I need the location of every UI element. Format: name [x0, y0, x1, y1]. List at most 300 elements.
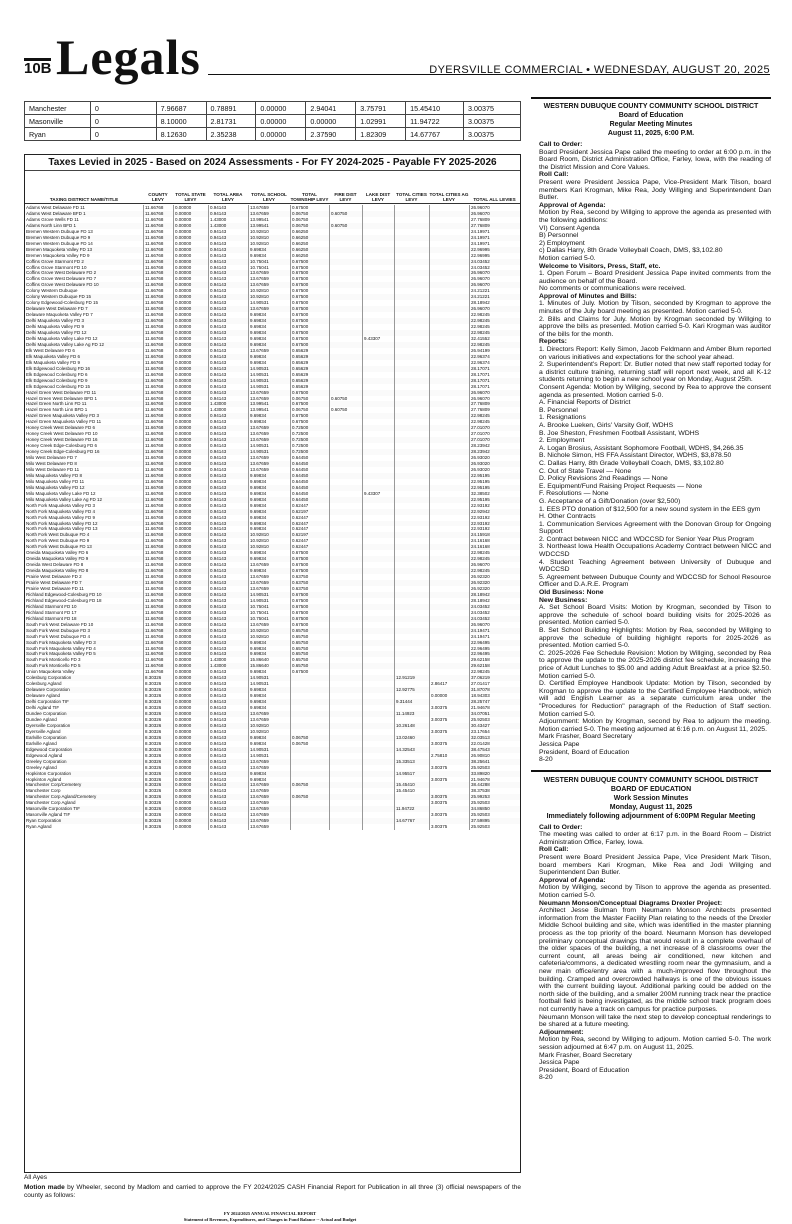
- table-cell: 10.75041: [248, 259, 290, 265]
- table-cell: Delhi Maquoketa Valley FD 3: [26, 318, 84, 324]
- rates-cell: 3.00375: [464, 128, 521, 141]
- rates-row: [25, 128, 521, 141]
- table-cell: 13.67659: [248, 390, 290, 396]
- meeting-note: Immediately following adjournment of 6:00PM Regular Meeting: [546, 812, 756, 820]
- table-cell: 0.00000: [173, 372, 208, 378]
- table-cell: 0.00000: [173, 657, 208, 663]
- table-cell: 0.00000: [173, 687, 208, 693]
- table-cell: Ryan Agland: [26, 824, 52, 830]
- table-cell: 13.67659: [248, 455, 290, 461]
- table-cell: 0.67500: [290, 205, 329, 211]
- table-cell: Manchester Corp/Cemetery: [26, 782, 82, 788]
- table-cell: 0.94143: [208, 294, 248, 300]
- paragraph: 1. EES PTO donation of $12,500 for a new sound system in the EES gym: [539, 505, 761, 513]
- minutes-body: [531, 824, 771, 1082]
- column-header: [469, 173, 520, 205]
- table-cell: 14.90531: [248, 598, 290, 604]
- table-cell: 13.67659: [248, 580, 290, 586]
- table-cell: 22.93192: [469, 515, 520, 521]
- table-cell: 0.00000: [173, 705, 208, 711]
- table-cell: Adams West Delaware FD 11: [26, 205, 85, 210]
- table-cell: 0.62197: [290, 532, 329, 538]
- table-cell: 0.94143: [208, 699, 248, 705]
- table-cell: 0.94143: [208, 592, 248, 598]
- annual-report-heading: [95, 1211, 445, 1224]
- table-cell: 8.30326: [143, 693, 173, 699]
- table-cell: 13.67659: [248, 282, 290, 288]
- table-cell: 9.69834: [248, 360, 290, 366]
- table-cell: 14.32543: [394, 747, 429, 753]
- table-cell: 11.14923: [394, 711, 429, 717]
- separator-dot: •: [586, 64, 591, 76]
- table-cell: 0.00000: [173, 407, 208, 413]
- table-cell: 0.94143: [208, 455, 248, 461]
- table-cell: 11.66768: [143, 276, 173, 282]
- table-cell: 11.66768: [143, 366, 173, 372]
- table-cell: [329, 824, 362, 830]
- table-cell: 24.03452: [469, 265, 520, 271]
- table-cell: South Fork West Delaware FD 10: [26, 621, 94, 627]
- table-cell: 11.66768: [143, 437, 173, 443]
- table-cell: 9.69834: [248, 526, 290, 532]
- table-cell: 11.66768: [143, 223, 173, 229]
- table-cell: 15.45410: [394, 788, 429, 794]
- table-cell: 3.00375: [429, 729, 469, 735]
- table-cell: 11.66768: [143, 574, 173, 580]
- table-cell: 13.67659: [248, 467, 290, 473]
- table-cell: Ryan Corporation: [26, 818, 62, 824]
- table-cell: 0.00000: [173, 360, 208, 366]
- table-cell: 13.67659: [248, 800, 290, 806]
- table-cell: 0.62447: [290, 544, 329, 550]
- table-cell: 11.66768: [143, 497, 173, 503]
- table-cell: 0.62447: [290, 515, 329, 521]
- table-cell: 9.31444: [394, 699, 429, 705]
- table-cell: 9.69834: [248, 419, 290, 425]
- rates-cell: 2.35238: [206, 128, 256, 141]
- table-cell: 0.67500: [290, 592, 329, 598]
- table-cell: 0.00000: [173, 354, 208, 360]
- table-cell: 38.37538: [469, 788, 520, 794]
- table-cell: 11.66768: [143, 640, 173, 646]
- table-cell: Hazel Green North Linn BFD 1: [26, 407, 88, 413]
- table-cell: 0.00000: [173, 765, 208, 771]
- table-cell: 13.67659: [248, 824, 290, 830]
- rates-cell: Ryan: [25, 128, 91, 141]
- table-cell: 0.64450: [290, 473, 329, 479]
- table-cell: 11.66768: [143, 669, 173, 675]
- table-cell: Greeley Corporation: [26, 758, 67, 764]
- table-cell: 13.67659: [248, 276, 290, 282]
- paragraph: C. 2025-2026 Fee Schedule Revision: Motion by Willging, seconded by Rea to approve the update to the 2025-2026 district fee schedule, increasing the price of Adult Lunches to $5.00 and adding Adult Breakfast at a price $2.50. Motion carried 5-0.: [539, 649, 771, 680]
- table-cell: 0.63750: [290, 580, 329, 586]
- publication-line: [429, 64, 770, 76]
- rates-cell: Masonville: [25, 115, 91, 128]
- table-cell: 22.98245: [469, 318, 520, 324]
- table-cell: 0.94143: [208, 651, 248, 657]
- table-cell: Honey Creek Edge-Colesburg FD 16: [26, 449, 100, 455]
- table-cell: Colony Western Dubuque: [26, 288, 78, 294]
- table-cell: 0.00000: [173, 401, 208, 407]
- table-cell: 0.65750: [290, 646, 329, 652]
- table-cell: 0.00000: [173, 651, 208, 657]
- table-cell: 14.90531: [248, 753, 290, 759]
- table-cell: 0.67500: [290, 390, 329, 396]
- table-cell: 0.72500: [290, 449, 329, 455]
- table-cell: 0.00000: [173, 443, 208, 449]
- table-cell: 11.66768: [143, 455, 173, 461]
- paragraph: E. Equipment/Fund Raising Project Requests — None: [539, 482, 703, 490]
- table-cell: 0.64450: [290, 497, 329, 503]
- table-cell: 11.66768: [143, 431, 173, 437]
- table-cell: Richland Edgewood-Colesburg FD 10: [26, 591, 102, 597]
- table-cell: 0.00000: [173, 396, 208, 402]
- table-cell: 9.69834: [248, 646, 290, 652]
- table-cell: 0.67500: [290, 610, 329, 616]
- table-cell: 0.94143: [208, 687, 248, 693]
- table-cell: 0.65629: [290, 378, 329, 384]
- paragraph: B. Joe Sheston, Freshmen Football Assistant, WDHS: [539, 429, 700, 437]
- table-cell: 24.15918: [469, 532, 520, 538]
- table-cell: 9.69834: [248, 515, 290, 521]
- table-cell: 0.72500: [290, 437, 329, 443]
- table-cell: 9.69834: [248, 330, 290, 336]
- table-cell: 11.66768: [143, 235, 173, 241]
- table-cell: 22.98245: [469, 413, 520, 419]
- table-cell: 0.00000: [173, 532, 208, 538]
- table-cell: Prairie West Delaware FD 2: [26, 574, 82, 580]
- table-cell: 8.30326: [143, 687, 173, 693]
- paragraph: Present were Board President Jessica Pape, Vice President Mark Tilson, board members Kari Krogman, Mike Rea and Jodi Willging and Superintendent Dan Butler.: [539, 854, 771, 877]
- paragraph: A. Financial Reports of District: [539, 399, 631, 407]
- table-cell: 11.66768: [143, 467, 173, 473]
- table-cell: 13.67659: [248, 396, 290, 402]
- table-cell: 0.94143: [208, 640, 248, 646]
- table-cell: 13.67659: [248, 622, 290, 628]
- table-cell: 0.94143: [208, 276, 248, 282]
- table-cell: Adams North Linn BFD 1: [26, 222, 77, 228]
- table-cell: 24.03452: [469, 259, 520, 265]
- rates-cell: 0.00000: [256, 128, 306, 141]
- table-cell: 0.94143: [208, 544, 248, 550]
- table-cell: 27.76809: [469, 407, 520, 413]
- table-cell: 13.67659: [248, 717, 290, 723]
- table-cell: 21.94678: [469, 705, 520, 711]
- rates-cell: 0: [90, 128, 156, 141]
- table-cell: 11.66768: [143, 622, 173, 628]
- table-cell: 0.00000: [173, 318, 208, 324]
- signature-line: Jessica Pape: [539, 740, 580, 748]
- table-cell: Manchester Corp: [26, 788, 61, 794]
- table-cell: 9.69834: [248, 669, 290, 675]
- table-cell: 11.66768: [143, 288, 173, 294]
- table-cell: Earlville Corporation: [26, 734, 67, 740]
- table-cell: 24.03452: [469, 610, 520, 616]
- table-cell: Delaware Corporation: [26, 687, 70, 693]
- table-cell: 8.30326: [143, 788, 173, 794]
- table-cell: 0.94143: [208, 336, 248, 342]
- column-header: [25, 173, 143, 205]
- table-cell: 0.94143: [208, 759, 248, 765]
- table-cell: 21.94678: [469, 777, 520, 783]
- rates-cell: 1.02991: [356, 115, 406, 128]
- table-cell: 11.66768: [143, 318, 173, 324]
- table-cell: 24.19471: [469, 634, 520, 640]
- table-cell: 26.96070: [469, 306, 520, 312]
- table-cell: 0.94143: [208, 282, 248, 288]
- table-cell: 10.92810: [248, 229, 290, 235]
- table-cell: 0.94143: [208, 473, 248, 479]
- table-cell: 11.66768: [143, 396, 173, 402]
- table-cell: 0.00000: [173, 270, 208, 276]
- table-cell: 0.00000: [173, 241, 208, 247]
- table-cell: 0.00000: [173, 467, 208, 473]
- table-cell: Elk West Delaware FD 6: [26, 347, 75, 353]
- table-cell: 10.75041: [248, 265, 290, 271]
- table-cell: 0.94143: [208, 741, 248, 747]
- table-cell: 0.94143: [208, 556, 248, 562]
- table-cell: 0.94143: [208, 616, 248, 622]
- table-cell: 13.67659: [248, 759, 290, 765]
- table-cell: 0.00000: [173, 479, 208, 485]
- board-name: BOARD OF EDUCATION: [610, 785, 692, 793]
- table-cell: 0.94143: [208, 211, 248, 217]
- table-cell: 34.86850: [469, 806, 520, 812]
- table-cell: 28.25747: [469, 699, 520, 705]
- paragraph: Neumann Monson will take the next step to develop conceptual renderings to be shared at a future meeting.: [539, 1013, 771, 1029]
- table-cell: 0.00000: [173, 437, 208, 443]
- table-cell: Milo West Delaware FD 7: [26, 455, 77, 461]
- table-cell: 0.66250: [290, 241, 329, 247]
- table-row: [25, 824, 520, 830]
- column-header: [173, 173, 208, 205]
- table-cell: 0.65750: [290, 657, 329, 663]
- table-cell: 38.47543: [469, 747, 520, 753]
- table-cell: 9.69834: [248, 342, 290, 348]
- table-cell: 9.69834: [248, 550, 290, 556]
- table-cell: Earlville Agland: [26, 740, 57, 746]
- table-cell: 0.62447: [290, 521, 329, 527]
- table-cell: 0.60750: [329, 407, 362, 413]
- table-cell: 13.67659: [248, 794, 290, 800]
- rates-row: [25, 115, 521, 128]
- table-cell: Elk Edgewood Colesburg FD 16: [26, 365, 91, 371]
- signature-line: 8-20: [539, 756, 553, 764]
- table-cell: 13.67659: [248, 461, 290, 467]
- table-cell: 10.75041: [248, 616, 290, 622]
- table-cell: Hazel Green West Delaware FD 11: [26, 389, 97, 395]
- rates-cell: 11.94722: [406, 115, 464, 128]
- table-cell: Milo Maquoketa Valley Lake FD 12: [26, 490, 96, 496]
- table-cell: 13.67659: [248, 425, 290, 431]
- table-cell: Edgewood Corporation: [26, 746, 73, 752]
- table-cell: 8.30326: [143, 794, 173, 800]
- table-cell: 0.94143: [208, 503, 248, 509]
- table-cell: 15.86640: [248, 663, 290, 669]
- table-cell: 0.00000: [173, 485, 208, 491]
- annual-report-subtitle: Statement of Revenues, Expenditures, and Changes in Fund Balance -- Actual and Budget: [183, 1216, 357, 1222]
- table-cell: 0.94143: [208, 711, 248, 717]
- table-cell: 24.19471: [469, 628, 520, 634]
- table-cell: 0.60750: [329, 211, 362, 217]
- table-cell: 0.64450: [290, 455, 329, 461]
- table-cell: 11.66768: [143, 604, 173, 610]
- table-cell: 18.94303: [469, 693, 520, 699]
- table-cell: 0.67500: [290, 419, 329, 425]
- table-cell: 25.99253: [469, 794, 520, 800]
- table-cell: South Fork West Dubuque FD 4: [26, 633, 90, 639]
- table-cell: Elk Maquoketa Valley FD 6: [26, 353, 80, 359]
- table-cell: 0.63750: [290, 586, 329, 592]
- table-cell: 22.01428: [469, 741, 520, 747]
- rates-cell: Manchester: [25, 102, 91, 115]
- table-cell: 0.00000: [173, 300, 208, 306]
- table-cell: Elk Edgewood Colesburg FD 15: [26, 383, 91, 389]
- table-cell: 0.00000: [173, 747, 208, 753]
- table-cell: Prairie West Delaware FD 7: [26, 580, 82, 586]
- table-cell: 26.96070: [469, 276, 520, 282]
- table-cell: 11.66768: [143, 300, 173, 306]
- table-cell: 15.45410: [394, 782, 429, 788]
- table-cell: 11.66768: [143, 556, 173, 562]
- table-cell: 0.00000: [173, 449, 208, 455]
- table-cell: 0.00000: [173, 806, 208, 812]
- table-cell: 0.00000: [173, 259, 208, 265]
- paragraph: 1. Resignations: [539, 414, 586, 422]
- board-name: Board of Education: [618, 112, 684, 119]
- table-cell: 32.38502: [469, 491, 520, 497]
- paragraph: Motion by Willging, second by Tilson to approve the agenda as presented. Motion carried 5-0.: [539, 884, 771, 900]
- table-cell: 0.94143: [208, 788, 248, 794]
- table-cell: Elk Maquoketa Valley FD 9: [26, 359, 80, 365]
- table-cell: Honey Creek West Delaware FD 10: [26, 431, 98, 437]
- table-cell: 0.00000: [173, 669, 208, 675]
- table-cell: 0.94143: [208, 777, 248, 783]
- table-cell: 10.92810: [248, 294, 290, 300]
- table-cell: 0.00000: [173, 217, 208, 223]
- column-header: [394, 173, 429, 205]
- title-rule: [25, 170, 520, 171]
- table-cell: Milo West Delaware FD 11: [26, 466, 80, 472]
- table-cell: North Fork West Dubuque FD 4: [26, 532, 90, 538]
- table-cell: 12.91219: [394, 675, 429, 681]
- table-cell: 3.00375: [429, 741, 469, 747]
- table-cell: 0.94143: [208, 431, 248, 437]
- table-cell: 11.66768: [143, 646, 173, 652]
- table-cell: 22.96374: [469, 360, 520, 366]
- table-cell: 0.65750: [290, 663, 329, 669]
- table-cell: 13.67659: [248, 788, 290, 794]
- table-cell: Bremen Maquoketa Valley FD 9: [26, 252, 90, 258]
- table-cell: 11.66768: [143, 217, 173, 223]
- table-cell: Honey Creek West Delaware FD 6: [26, 425, 95, 431]
- table-cell: 0.66250: [290, 247, 329, 253]
- paragraph: Motion by Rea, second by Willging to adjourn. Motion carried 5-0. The work session adjourned at 6:47 p.m. on August 11, 2025.: [539, 1036, 771, 1051]
- table-cell: 0.94143: [208, 580, 248, 586]
- table-cell: 11.66768: [143, 407, 173, 413]
- table-cell: 0.00000: [173, 717, 208, 723]
- table-cell: 0.94143: [208, 449, 248, 455]
- table-cell: 8.30326: [143, 824, 173, 830]
- table-cell: 9.69834: [248, 687, 290, 693]
- column-header-label: TOTAL STATE LEVY: [173, 192, 208, 204]
- table-cell: 11.66768: [143, 336, 173, 342]
- subheading: New Business:: [539, 596, 588, 604]
- table-cell: 0.06750: [290, 407, 329, 413]
- paragraph: C. Out of State Travel — None: [539, 467, 632, 475]
- table-cell: 25.92503: [469, 765, 520, 771]
- table-cell: 0.94143: [208, 747, 248, 753]
- table-cell: 11.66768: [143, 294, 173, 300]
- table-cell: 0.63750: [290, 574, 329, 580]
- paragraph: D. Certified Employee Handbook Update: Motion by Tilson, seconded by Krogman to approve the update to the Certified Employee Handbook, which will add English Learner as a separate curriculum area under the "Procedures for Reduction" paragraph of the Reduction of Staff section. Motion carried 5-0.: [539, 680, 771, 718]
- table-cell: 28.17071: [469, 378, 520, 384]
- publication-name: DYERSVILLE COMMERCIAL: [429, 64, 583, 76]
- table-cell: 29.62158: [469, 663, 520, 669]
- table-cell: 0.94143: [208, 532, 248, 538]
- table-cell: 9.69834: [248, 354, 290, 360]
- table-cell: Hazel Green West Delaware BFD 1: [26, 395, 97, 401]
- table-cell: 0.00000: [173, 628, 208, 634]
- table-cell: 24.19971: [469, 235, 520, 241]
- table-cell: 0.72500: [290, 431, 329, 437]
- paragraph: Consent Agenda: Motion by Willging, second by Rea to approve the consent agenda as presented. Motion carried 5-0.: [539, 384, 771, 399]
- motion-text: by Wheeler, second by Madlom and carried to approve the FY 2024/2025 CASH Financial Report for Publication in all three (3) official newspapers of the county as follows:: [24, 1184, 521, 1199]
- table-cell: Hazel Green Maquoketa Valley FD 3: [26, 413, 99, 419]
- table-cell: 22.92942: [469, 509, 520, 515]
- table-cell: 11.66768: [143, 526, 173, 532]
- table-cell: 0.94143: [208, 771, 248, 777]
- column-header: [290, 173, 329, 205]
- table-cell: Dyersville Agland: [26, 728, 61, 734]
- section-title: Legals: [56, 29, 201, 85]
- table-cell: 12.92775: [394, 687, 429, 693]
- table-cell: 0.06750: [290, 211, 329, 217]
- table-cell: 13.67659: [248, 431, 290, 437]
- table-cell: 0.00000: [173, 491, 208, 497]
- table-cell: 1.43000: [208, 217, 248, 223]
- rates-cell: 1.82309: [356, 128, 406, 141]
- paragraph: A. Logan Brosius, Assistant Sophomore Football, WDHS, $4,266.35: [539, 444, 744, 452]
- table-body: [25, 205, 520, 830]
- table-cell: 11.66768: [143, 598, 173, 604]
- table-cell: 0.00000: [173, 253, 208, 259]
- table-cell: 0.94143: [208, 824, 248, 830]
- paragraph: Motion by Rea, second by Willging to approve the agenda as presented with the following additions:: [539, 209, 771, 224]
- table-cell: 0.94143: [208, 378, 248, 384]
- table-cell: Honey Creek West Delaware FD 16: [26, 437, 98, 443]
- table-cell: 0.06750: [290, 396, 329, 402]
- table-cell: 22.93192: [469, 521, 520, 527]
- table-cell: 11.66768: [143, 342, 173, 348]
- column-header-label: COUNTY LEVY: [143, 192, 173, 204]
- table-cell: 24.16168: [469, 538, 520, 544]
- publication-date: WEDNESDAY, AUGUST 20, 2025: [593, 64, 770, 76]
- table-cell: 11.66768: [143, 211, 173, 217]
- signature-line: President, Board of Education: [539, 1066, 630, 1074]
- meeting-date: Monday, August 11, 2025: [609, 803, 693, 811]
- table-cell: 0.94143: [208, 598, 248, 604]
- ayes-line: All Ayes: [24, 1174, 48, 1181]
- subheading: Adjournment:: [539, 1028, 584, 1036]
- table-cell: 0.94143: [208, 526, 248, 532]
- table-cell: 11.66768: [143, 628, 173, 634]
- table-cell: Oneida Maquoketa Valley FD 6: [26, 550, 89, 556]
- table-cell: 3.00375: [429, 765, 469, 771]
- table-cell: 0.06750: [290, 735, 329, 741]
- table-cell: 13.67659: [248, 205, 290, 211]
- table-cell: 0.00000: [173, 413, 208, 419]
